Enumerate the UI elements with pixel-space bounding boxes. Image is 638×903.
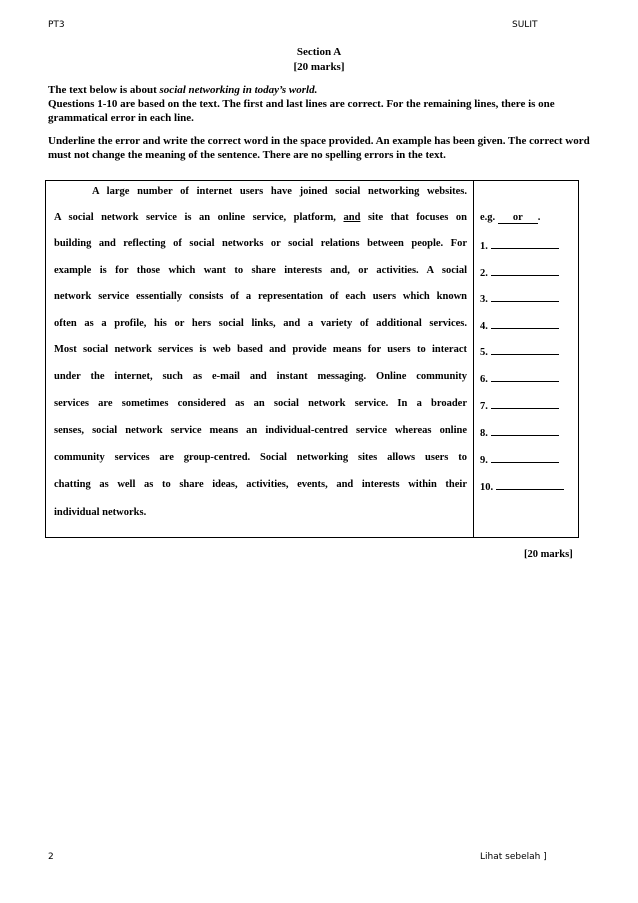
answer-blank[interactable] xyxy=(491,344,559,355)
section-marks: [20 marks] xyxy=(293,61,345,73)
answer-blank[interactable] xyxy=(491,318,559,329)
answer-number: 3. xyxy=(480,294,488,305)
example-end: . xyxy=(537,212,541,223)
answer-number: 1. xyxy=(480,241,488,252)
answer-row-6[interactable] xyxy=(480,371,559,385)
passage-line-9: services are sometimes considered as an social network service. In a broader xyxy=(54,398,467,409)
answer-blank[interactable] xyxy=(491,452,559,463)
answer-blank[interactable] xyxy=(491,291,559,302)
answer-number: 8. xyxy=(480,428,488,439)
answer-blank[interactable] xyxy=(491,371,559,382)
answer-example xyxy=(480,212,540,224)
passage-line-3: building and reflecting of social networks or social relations between people. For xyxy=(54,238,467,249)
answer-number: 10. xyxy=(480,482,494,493)
answer-row-10[interactable] xyxy=(480,479,564,493)
exercise-box xyxy=(45,180,579,538)
passage-line-10: senses, social network service means an individual-centred service whereas online xyxy=(54,425,467,436)
header-classification: SULIT xyxy=(512,20,538,30)
footer-next-page: Lihat sebelah ] xyxy=(480,852,547,862)
instructions-paragraph-2: Underline the error and write the correct word in the space provided. An example has been given. The correct word must not change the meaning of the sentence. There are no spelling errors in the text. xyxy=(48,135,590,161)
answer-row-7[interactable] xyxy=(480,398,559,412)
answer-number: 9. xyxy=(480,455,488,466)
header-subject: PT3 xyxy=(48,20,65,30)
instr-topic: social networking in today’s world. xyxy=(159,84,318,96)
total-marks: [20 marks] xyxy=(524,549,573,560)
example-answer: or xyxy=(498,212,538,224)
answer-number: 4. xyxy=(480,321,488,332)
instr-intro: The text below is about xyxy=(48,84,160,96)
passage-line-5: network service essentially consists of a representation of each users which known xyxy=(54,291,467,302)
answer-row-5[interactable] xyxy=(480,344,559,358)
column-divider xyxy=(473,181,474,537)
passage-line-2 xyxy=(54,212,467,223)
answer-blank[interactable] xyxy=(491,398,559,409)
passage-line-11: community services are group-centred. Social networking sites allows users to xyxy=(54,452,467,463)
answer-blank[interactable] xyxy=(491,425,559,436)
answer-row-3[interactable] xyxy=(480,291,559,305)
instr-questions: Questions 1-10 are based on the text. The first and last lines are correct. For the remaining lines, there is one grammatical error in each line. xyxy=(48,98,555,124)
passage-line-7: Most social network services is web based and provide means for users to interact xyxy=(54,344,467,355)
line2-post: site that focuses on xyxy=(360,212,467,223)
answer-row-8[interactable] xyxy=(480,425,559,439)
passage-line-6: often as a profile, his or hers social links, and a variety of additional services. xyxy=(54,318,467,329)
passage-line-8: under the internet, such as e-mail and instant messaging. Online community xyxy=(54,371,467,382)
answer-number: 7. xyxy=(480,401,488,412)
example-error-word: and xyxy=(343,212,361,223)
passage-line-1: A large number of internet users have joined social networking websites. xyxy=(92,186,467,197)
page-number: 2 xyxy=(48,852,54,862)
instructions-paragraph-1 xyxy=(48,83,593,125)
passage-line-12: chatting as well as to share ideas, activities, events, and interests within their xyxy=(54,479,467,490)
answer-row-4[interactable] xyxy=(480,318,559,332)
answer-number: 2. xyxy=(480,268,488,279)
line2-pre: A social network service is an online service, platform, xyxy=(54,212,344,223)
section-heading xyxy=(0,45,638,75)
example-label: e.g. xyxy=(480,212,496,223)
answer-row-9[interactable] xyxy=(480,452,559,466)
passage-line-4: example is for those which want to share interests and, or activities. A social xyxy=(54,265,467,276)
passage-line-13: individual networks. xyxy=(54,507,147,518)
answer-number: 6. xyxy=(480,374,488,385)
answer-number: 5. xyxy=(480,347,488,358)
answer-blank[interactable] xyxy=(491,265,559,276)
answer-row-1[interactable] xyxy=(480,238,559,252)
answer-blank[interactable] xyxy=(491,238,559,249)
answer-blank[interactable] xyxy=(496,479,564,490)
answer-row-2[interactable] xyxy=(480,265,559,279)
section-title: Section A xyxy=(296,46,342,58)
